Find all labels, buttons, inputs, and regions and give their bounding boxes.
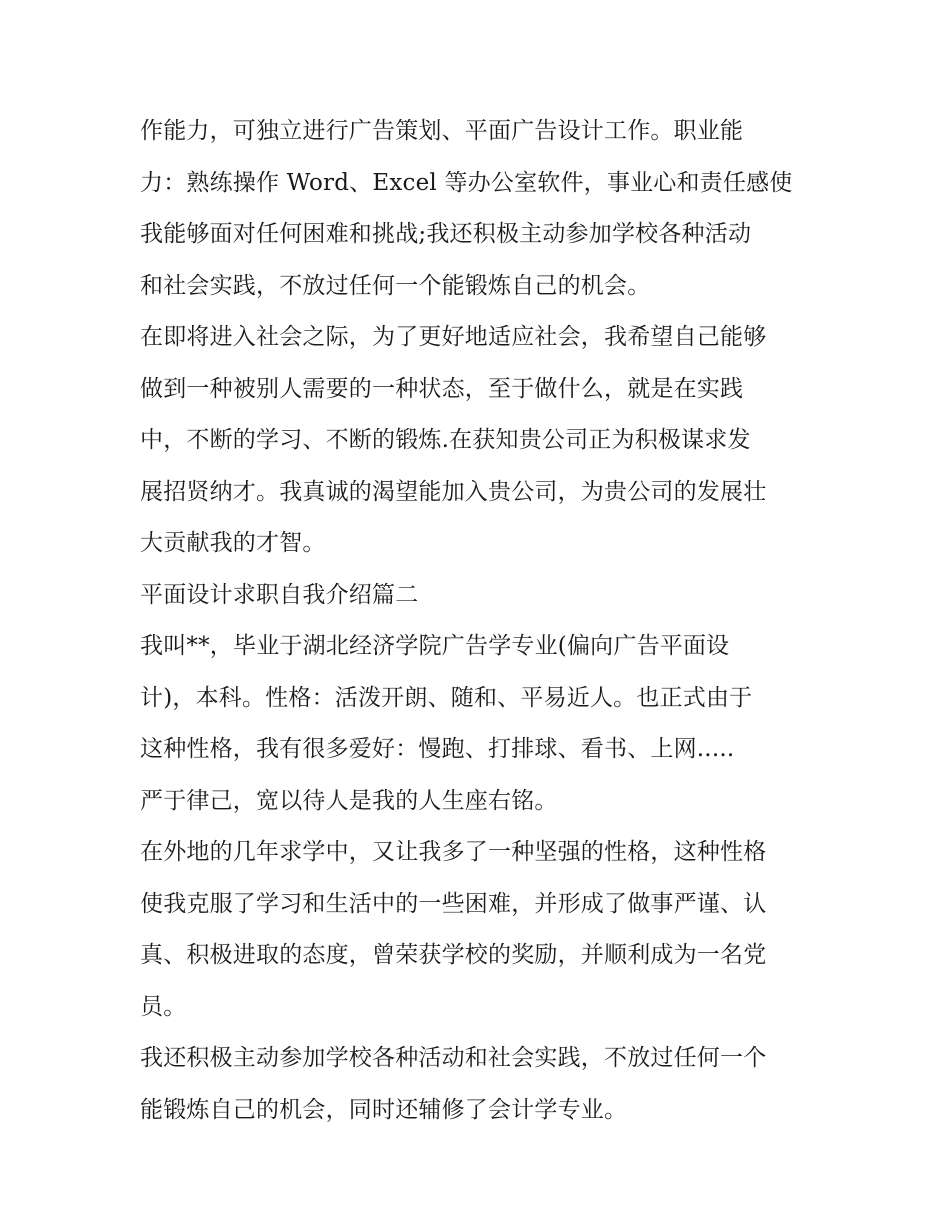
text-line: 我还积极主动参加学校各种活动和社会实践，不放过任何一个 [140, 1045, 767, 1071]
text-line: 我能够面对任何困难和挑战;我还积极主动参加学校各种活动 [140, 221, 752, 247]
text-line: 力：熟练操作 Word、Excel 等办公室软件，事业心和责任感使 [140, 169, 793, 196]
text-line: 中，不断的学习、不断的锻炼.在获知贵公司正为积极谋求发 [140, 427, 751, 453]
document-body [140, 106, 820, 1136]
text-line: 严于律己，宽以待人是我的人生座右铭。 [140, 787, 558, 814]
text-line: 作能力，可独立进行广告策划、平面广告设计工作。职业能 [140, 118, 744, 144]
text-line: 和社会实践，不放过任何一个能锻炼自己的机会。 [140, 272, 651, 299]
text-line: 真、积极进取的态度，曾荣获学校的奖励，并顺利成为一名党 [140, 942, 767, 968]
text-line: 员。 [140, 993, 187, 1020]
text-line: 我叫**，毕业于湖北经济学院广告学专业(偏向广告平面设 [140, 633, 730, 659]
text-line: 使我克服了学习和生活中的一些困难，并形成了做事严谨、认 [140, 890, 767, 917]
section-heading: 平面设计求职自我介绍篇二 [140, 581, 419, 608]
text-line: 这种性格，我有很多爱好：慢跑、打排球、看书、上网..... [140, 736, 735, 762]
text-line: 大贡献我的才智。 [140, 530, 326, 556]
text-line: 在即将进入社会之际，为了更好地适应社会，我希望自己能够 [140, 324, 767, 350]
text-line: 计)，本科。性格：活泼开朗、随和、平易近人。也正式由于 [140, 684, 753, 711]
text-line: 做到一种被别人需要的一种状态，至于做什么，就是在实践 [140, 375, 744, 402]
text-line: 能锻炼自己的机会，同时还辅修了会计学专业。 [140, 1096, 628, 1123]
text-line: 在外地的几年求学中，又让我多了一种坚强的性格，这种性格 [140, 839, 767, 865]
text-line: 展招贤纳才。我真诚的渴望能加入贵公司，为贵公司的发展壮 [140, 478, 767, 505]
